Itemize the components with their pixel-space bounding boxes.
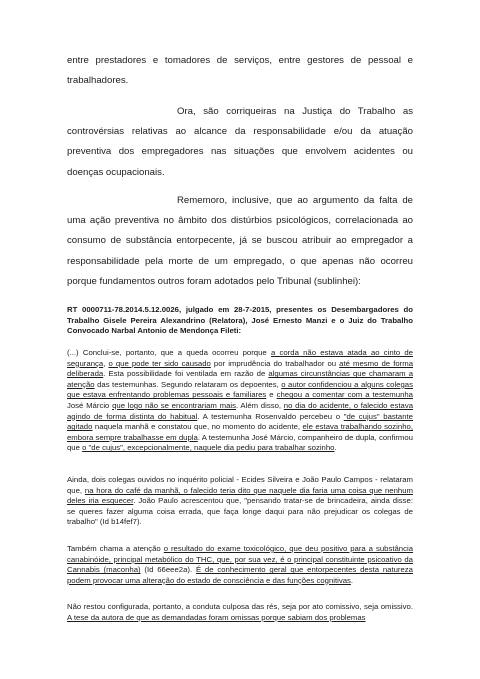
text-run: . Além disso, <box>235 400 284 410</box>
text-run: . A testemunha José Márcio, companheiro de dupla, confirmou que <box>67 432 413 453</box>
underlined-text: na hora do café da manhã, o falecido teria dito que naquele dia faria uma coisa que nenhum deles iria esquecer <box>67 485 413 506</box>
underlined-text: A tese da autora de que as demandadas foram omissas porque sabiam dos problemas <box>67 612 366 622</box>
underlined-text: a corda não estava atada ao cinto de segurança <box>67 348 413 368</box>
citation-quote-4 <box>67 602 413 623</box>
underlined-text: "de cujus" bastante agitado <box>67 411 413 432</box>
text-run: Ainda, dois colegas ouvidos no inquérito policial - Ecides Silveira e João Paulo Campos - relataram que, <box>67 475 413 495</box>
underlined-text: chegou a comentar com a testemunha <box>276 390 413 400</box>
text-run: e <box>266 390 277 400</box>
text-run: . <box>350 575 354 585</box>
text-run: . A testemunha Rosenvaldo percebeu o <box>197 411 344 421</box>
citation-quote-3 <box>67 544 413 586</box>
text-run: (...) Conclui-se, portanto, que a queda ocorreu porque <box>67 348 271 357</box>
text-run: das testemunhas. Segundo relataram os depoentes, <box>94 379 282 389</box>
underlined-text: o autor confidenciou a alguns colegas que estava enfrentando problemas pessoais e familiares <box>67 379 413 400</box>
paragraph-2: Ora, são corriqueiras na Justiça do Trabalho as controvérsias relativas ao alcance da responsabilidade e/ou da atuação preventiva dos empregadores nas situações que envolvem acidentes ou doenças ocupacionais. <box>67 106 413 178</box>
text-run: . <box>334 443 337 453</box>
underlined-text: ele estava trabalhando sozinho, embora sempre trabalhasse em dupla <box>67 422 413 442</box>
text-run: José Márcio <box>67 400 113 410</box>
underlined-text: algumas circunstâncias que chamaram a atenção <box>67 369 413 389</box>
text-run: naquela manhã e constatou que, no momento do acidente, <box>92 422 303 432</box>
text-run: Não restou configurada, portanto, a conduta culposa das rés, seja por ato comissivo, seja omissivo. <box>67 602 413 611</box>
text-run: (Id 66eee2a). <box>140 565 196 575</box>
underlined-text: o "de cujus", excepcionalmente, naquele dia pediu para trabalhar sozinho <box>82 443 335 453</box>
paragraph-1: entre prestadores e tomadores de serviços, entre gestores de pessoal e trabalhadores. <box>67 55 413 87</box>
text-run: por imprudência do trabalhador ou <box>210 358 340 368</box>
underlined-text: até mesmo de forma deliberada <box>67 358 414 379</box>
citation-header: RT 0000711-78.2014.5.12.0026, julgado em 28-7-2015, presentes os Desembargadores do Trabalho Gisele Pereira Alexandrino (Relatora), José Ernesto Manzi e o Juiz do Trabalho Convocado Narbal Antonio de Mendonça Fileti: <box>67 305 413 336</box>
text-run: , <box>103 358 109 368</box>
paragraph-3: Rememoro, inclusive, que ao argumento da falta de uma ação preventiva no âmbito dos distúrbios psicológicos, correlacionada ao consumo de substância entorpecente, já se buscou atribuir ao empregador a responsabilidade pela morte de um empregado, o que apenas não ocorreu porque fundamentos outros foram adotados pelo Tribunal (sublinhei): <box>67 195 413 287</box>
underlined-text: que logo não se encontrariam mais <box>112 400 236 410</box>
underlined-text: o que pode ter sido causado <box>108 358 211 368</box>
text-run: . Esta possibilidade foi ventilada em razão de <box>103 369 269 379</box>
underlined-text: o resultado do exame toxicológico, que deu positivo para a substância canabinóide, principal metabólico do THC, que, por sua vez, é o principal constituinte psicoativo da Cannabis (maconha) <box>67 544 414 575</box>
citation-quote-2 <box>67 475 413 528</box>
text-run: . João Paulo acrescentou que, "pensando tratar-se de brincadeira, ainda disse: se queres fazer alguma coisa errada, que faça longe daqui para não prejudicar os colegas de trabalho" (Id b14fef7). <box>67 496 414 527</box>
citation-quote-1 <box>67 348 413 454</box>
text-run: Também chama a atenção <box>67 544 164 553</box>
underlined-text: no dia do acidente, o falecido estava agindo de forma distinta do habitual <box>67 400 413 421</box>
underlined-text: É de conhecimento geral que entorpecentes desta natureza podem provocar uma alteração do estado de consciência e das funções cognitivas <box>67 565 413 585</box>
